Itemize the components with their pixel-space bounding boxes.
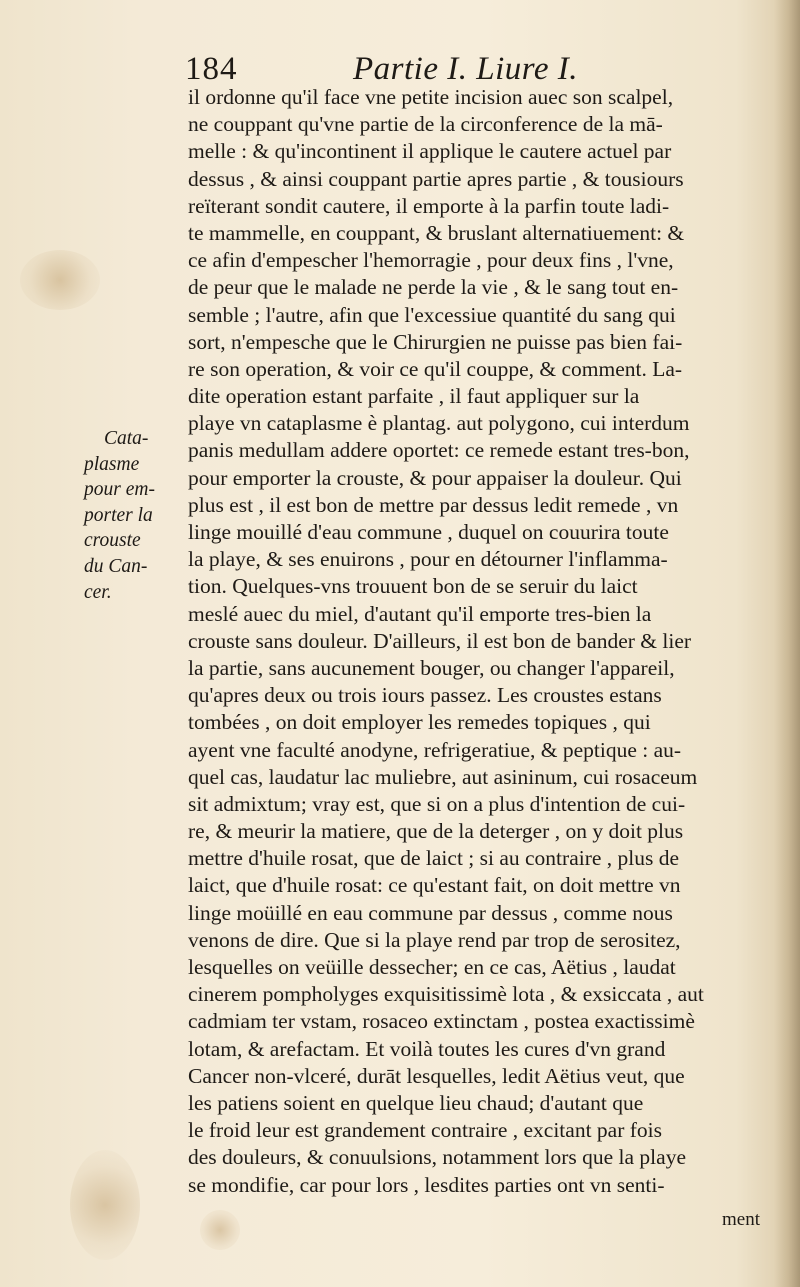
text-line: ne couppant qu'vne partie de la circonference de la mā-	[188, 112, 663, 137]
text-line: il ordonne qu'il face vne petite incision auec son scalpel,	[188, 85, 674, 109]
text-line: reïterant sondit cautere, il emporte à la parfin toute ladi-	[188, 193, 670, 218]
text-line: crouste sans douleur. D'ailleurs, il est bon de bander & lier	[188, 628, 692, 653]
text-line: la partie, sans aucunement bouger, ou changer l'appareil,	[188, 655, 675, 680]
text-line: meslé auec du miel, d'autant qu'il emporte tres-bien la	[188, 601, 652, 626]
text-line: lesquelles on veüille dessecher; en ce cas, Aëtius , laudat	[188, 955, 676, 979]
text-line: dite operation estant parfaite , il faut appliquer sur la	[188, 384, 640, 409]
text-line: lotam, & arefactam. Et voilà toutes les cures d'vn grand	[188, 1036, 666, 1061]
text-line: qu'apres deux ou trois iours passez. Les croustes estans	[188, 683, 662, 708]
margin-note-line: du Can-	[84, 555, 148, 577]
text-line: le froid leur est grandement contraire , excitant par fois	[188, 1118, 662, 1143]
text-line: des douleurs, & conuulsions, notamment lors que la playe	[188, 1145, 686, 1170]
text-line: dessus , & ainsi couppant partie apres partie , & tousiours	[188, 166, 684, 191]
text-line: tombées , on doit employer les remedes topiques , qui	[188, 710, 651, 735]
text-line: les patiens soient en quelque lieu chaud; d'autant que	[188, 1090, 644, 1115]
foxing-stain	[20, 250, 100, 310]
text-line: plus est , il est bon de mettre par dessus ledit remede , vn	[188, 492, 679, 517]
body-text	[188, 84, 762, 1199]
page-edge-shadow	[774, 0, 800, 1287]
text-line: linge mouillé d'eau commune , duquel on couurira toute	[188, 520, 669, 544]
text-line: linge moüillé en eau commune par dessus , comme nous	[188, 900, 673, 925]
page-number: 184	[185, 51, 238, 87]
margin-note-line: porter la	[84, 504, 153, 526]
text-line: ce afin d'empescher l'hemorragie , pour deux fins , l'vne,	[188, 248, 674, 273]
catchword: ment	[722, 1209, 760, 1230]
text-line: cinerem pompholyges exquisitissimè lota , & exsiccata , aut	[188, 982, 704, 1007]
text-line: la playe, & ses enuirons , pour en détourner l'inflamma-	[188, 547, 668, 572]
text-line: semble ; l'autre, afin que l'excessiue quantité du sang qui	[188, 302, 676, 327]
margin-note-line: cer.	[84, 581, 112, 603]
text-line: panis medullam addere oportet: ce remede estant tres-bon,	[188, 438, 690, 463]
text-line: laict, que d'huile rosat: ce qu'estant fait, on doit mettre vn	[188, 873, 681, 898]
text-line: re, & meurir la matiere, que de la deterger , on y doit plus	[188, 819, 684, 844]
text-line: re son operation, & voir ce qu'il couppe, & comment. La-	[188, 356, 683, 381]
text-line: playe vn cataplasme è plantag. aut polygono, cui interdum	[188, 411, 690, 436]
text-line: venons de dire. Que si la playe rend par trop de serositez,	[188, 927, 681, 952]
text-line: cadmiam ter vstam, rosaceo extinctam , postea exactissimè	[188, 1009, 695, 1034]
margin-note-line: plasme	[84, 453, 140, 475]
foxing-stain	[70, 1150, 140, 1260]
text-line: quel cas, laudatur lac muliebre, aut asininum, cui rosaceum	[188, 764, 698, 789]
text-line: sort, n'empesche que le Chirurgien ne puisse pas bien fai-	[188, 329, 683, 354]
text-line: pour emporter la crouste, & pour appaiser la douleur. Qui	[188, 465, 682, 490]
running-title: Partie I. Liure I.	[353, 51, 578, 87]
text-line: te mammelle, en couppant, & bruslant alternatiuement: &	[188, 220, 685, 245]
margin-note-line: pour em-	[84, 479, 155, 501]
text-line: ayent vne faculté anodyne, refrigeratiue, & peptique : au-	[188, 737, 682, 762]
margin-note	[84, 426, 184, 605]
text-line: tion. Quelques-vns trouuent bon de se seruir du laict	[188, 574, 638, 599]
text-line: mettre d'huile rosat, que de laict ; si au contraire , plus de	[188, 846, 680, 871]
margin-note-line: crouste	[84, 530, 141, 552]
text-line: melle : & qu'incontinent il applique le cautere actuel par	[188, 139, 672, 164]
text-line: se mondifie, car pour lors , lesdites parties ont vn senti-	[188, 1172, 665, 1197]
text-line: sit admixtum; vray est, que si on a plus d'intention de cui-	[188, 791, 686, 816]
margin-note-line: Cata-	[104, 428, 149, 449]
text-line: de peur que le malade ne perde la vie , & le sang tout en-	[188, 275, 679, 300]
text-line: Cancer non-vlceré, durāt lesquelles, ledit Aëtius veut, que	[188, 1063, 685, 1088]
foxing-stain	[200, 1210, 240, 1250]
